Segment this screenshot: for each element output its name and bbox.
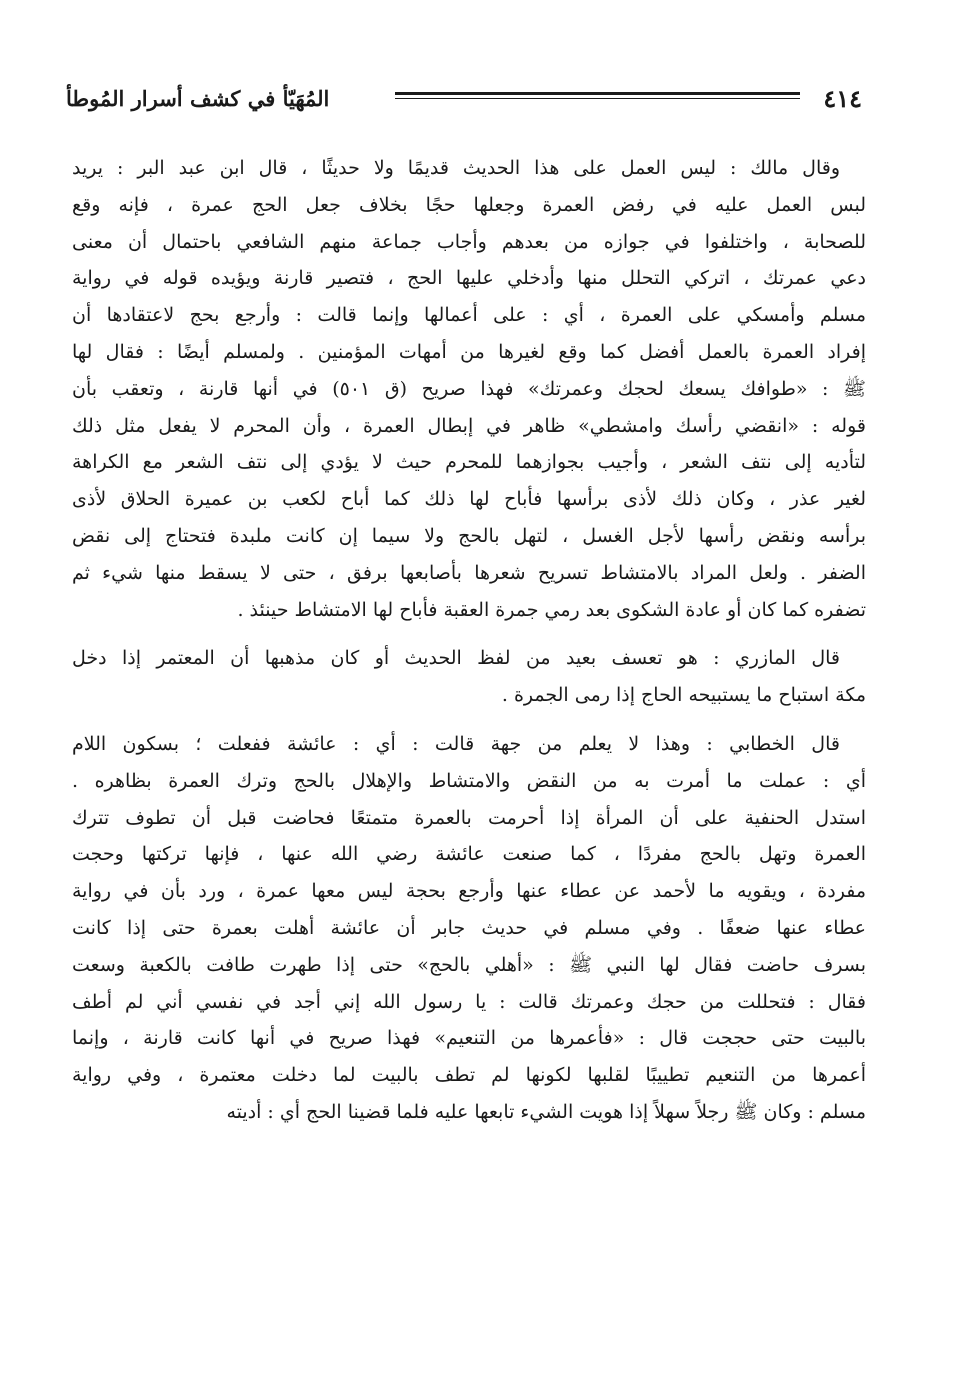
text-line: قال المازري : هو تعسف بعيد من لفظ الحديث أو كان مذهبها أن المعتمر إذا دخل	[72, 647, 840, 670]
body-text	[72, 150, 866, 1131]
text-line: العمرة وتهل بالحج مفردًا ، كما صنعت عائشة رضي الله عنها ، فإنها تركتها وحجت	[72, 843, 866, 866]
text-line: لغير عذر ، وكان ذلك لأذى برأسها فأباح لها ذلك كما أباح لكعب بن عميرة الحلاق لأذى	[72, 488, 866, 511]
page-number: ٤١٤	[823, 84, 862, 113]
text-line: عطاء عنها ضعفًا . وفي مسلم في حديث جابر أن عائشة أهلت بعمرة حتى إذا كانت	[72, 916, 866, 939]
text-line: لبس العمل عليه في رفض العمرة وجعلها حجًا بخلاف جعل الحج عمرة ، فإنه وقع	[72, 193, 866, 216]
paragraph	[72, 150, 866, 628]
text-line: تضفره كما كان أو عادة الشكوى بعد رمي جمرة العقبة فأباح لها الامتشاط حينئذ .	[237, 598, 866, 621]
paragraph	[72, 726, 866, 1131]
text-line: استدل الحنفية على أن المرأة إذا أحرمت بالعمرة متمتعًا فحاضت قبل أن تطوف تترك	[72, 806, 866, 829]
page-header	[66, 82, 862, 116]
text-line: أي : عملت ما أمرت به من النقض والامتشاط والإهلال بالحج وترك العمرة بظاهره .	[72, 769, 866, 792]
text-line: بالبيت حتى حججت قال : «فأعمرها من التنعيم» فهذا صريح في أنها كانت قارنة ، وإنما	[72, 1027, 866, 1050]
text-line: مسلم : وكان ﷺ رجلاً سهلاً إذا هويت الشيء تابعها عليه فلما قضينا الحج أي : أديته	[226, 1100, 866, 1123]
running-title: المُهَيّأ في كشف أسرار المُوطأ	[66, 86, 330, 111]
text-line: مكة استباح ما يستبيحه الحاج إذا رمى الجمرة .	[501, 684, 866, 707]
text-line: قوله : «انقضي رأسك وامشطي» ظاهر في إبطال العمرة ، وأن المحرم لا يفعل مثل ذلك	[72, 414, 866, 437]
text-line: الضفر . ولعل المراد بالامتشاط تسريح شعرها بأصابعها برفق ، حتى لا يسقط منها شيء ثم	[72, 561, 866, 584]
paragraph	[72, 640, 866, 714]
text-line: بسرف حاضت فقال لها النبي ﷺ : «أهلي بالحج» حتى إذا طهرت طافت بالكعبة وسعت	[72, 953, 866, 976]
text-line: برأسه ونقض رأسها لأجل الغسل ، لتهل بالحج ولا سيما إن كانت ملبدة فتحتاج إلى نقض	[72, 524, 866, 547]
text-line: قال الخطابي : وهذا لا يعلم من جهة قالت : أي : عائشة ففعلت ؛ بسكون اللام	[72, 732, 840, 755]
text-line: فقال : فتحللت من حجك وعمرتك قالت : يا رسول الله إني أجد في نفسي أني لم أطف	[72, 990, 866, 1013]
header-rule	[395, 92, 800, 99]
text-line: وقال مالك : ليس العمل على هذا الحديث قديمًا ولا حديثًا ، قال ابن عبد البر : يريد	[72, 157, 840, 179]
text-line: دعي عمرتك ، اتركي التحلل منها وأدخلي عليها الحج ، فتصير قارنة ويؤيده قوله في رواية	[72, 267, 866, 290]
text-line: لتأديه إلى نتف الشعر ، وأجيب بجوازهما للمحرم حيث لا يؤدي إلى نتف الشعر مع الكراهة	[72, 451, 866, 474]
text-line: إفراد العمرة بالعمل أفضل كما وقع لغيرها من أمهات المؤمنين . ولمسلم أيضًا : فقال لها	[72, 340, 866, 363]
text-line: مفردة ، ويقويه ما لأحمد عن عطاء عنها وأرجع بحجة ليس معها عمرة ، ورد بأن في رواية	[72, 880, 866, 903]
text-line: أعمرها من التنعيم تطييبًا لقلبها لكونها لم تطف بالبيت لما دخلت معتمرة ، وفي رواية	[72, 1064, 866, 1087]
text-line: مسلم وأمسكي على العمرة ، أي : على أعمالها وإنما قالت : وأرجع بحج لاعتقادها أن	[72, 304, 866, 327]
text-line: ﷺ : «طوافك يسعك لحجك وعمرتك» فهذا صريح (ق ٥٠١) في أنها قارنة ، وتعقب بأن	[72, 377, 866, 400]
text-line: للصحابة ، واختلفوا في جوازه من بعدهم وأجاب جماعة منهم الشافعي باحتمال أن معنى	[72, 230, 866, 253]
